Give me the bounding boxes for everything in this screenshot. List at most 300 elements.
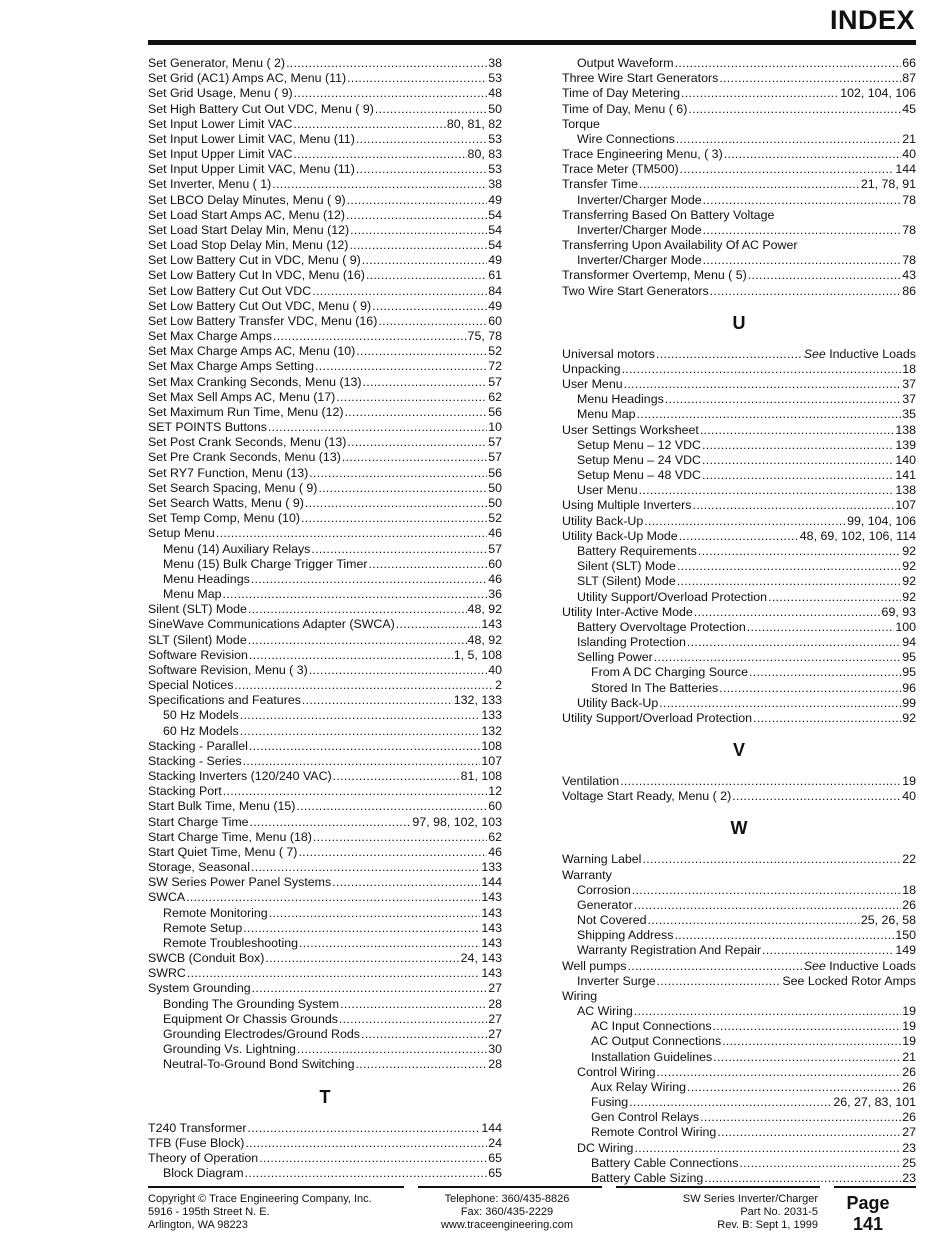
dot-leader [243,754,481,769]
index-entry [562,590,916,605]
index-entry [562,468,916,483]
entry-term: Set High Battery Cut Out VDC, Menu ( 9) [148,101,374,116]
see-reference: See [803,958,826,973]
entry-term: Universal motors [562,346,655,361]
index-entry [148,1166,502,1181]
entry-page-ref: 26 [902,897,916,912]
index-entry [562,147,916,162]
index-entry [562,665,916,680]
entry-term: Utility Support/Overload Protection [562,710,753,725]
entry-term: Setup Menu – 48 VDC [577,468,701,483]
entry-term: Islanding Protection [577,635,686,650]
dot-leader [356,162,487,177]
entry-term: Fusing [591,1095,629,1110]
entry-term: Set Low Battery Cut Out VDC, Menu ( 9) [148,298,372,313]
entry-term: Silent (SLT) Mode [148,602,247,617]
dot-leader [250,815,412,830]
entry-term: Set RY7 Function, Menu (13) [148,465,309,480]
dot-leader [396,617,481,632]
entry-term: Utility Inter-Active Mode [562,604,693,619]
entry-term: Utility Support/Overload Protection [577,589,768,604]
dot-leader [318,481,487,496]
entry-term: Neutral-To-Ground Bond Switching [163,1057,355,1072]
entry-page-ref: 19 [902,1004,916,1019]
entry-page-ref: 49 [488,192,502,207]
index-entry [562,883,916,898]
entry-term: Control Wiring [577,1064,656,1079]
index-entry [562,423,916,438]
entry-page-ref: 133 [481,708,502,723]
dot-leader [272,177,487,192]
entry-term: Menu Map [163,587,222,602]
entry-page-ref: 132 [481,723,502,738]
dot-leader [634,1004,901,1019]
entry-page-ref: 49 [488,298,502,313]
dot-leader [722,1034,901,1049]
entry-page-ref: 45 [902,101,916,116]
entry-page-ref: 27 [488,1027,502,1041]
dot-leader [634,1141,901,1156]
index-entry [148,769,502,784]
entry-term: Battery Cable Connections [591,1155,739,1170]
dot-leader [703,193,902,208]
dot-leader [369,557,488,572]
entry-page-ref: 144 [481,875,502,890]
entry-page-ref: 78 [902,253,916,268]
dot-leader [349,238,487,253]
dot-leader [346,208,487,223]
entry-term: Set Inverter, Menu ( 1) [148,177,272,192]
index-entry [148,314,502,329]
entry-term: Transfer Time [562,177,638,192]
index-entry [562,162,916,177]
entry-term: Set Search Spacing, Menu ( 9) [148,480,318,495]
entry-term: Wiring [562,988,598,1003]
dot-leader [286,56,487,71]
entry-term: Inverter/Charger Mode [577,253,702,268]
dot-leader [681,86,839,101]
entry-page-ref: 37 [902,377,916,392]
dot-leader [311,542,487,557]
index-entry [148,966,502,981]
index-entry [562,483,916,498]
index-entry [562,974,916,989]
entry-term: Using Multiple Inverters [562,498,692,513]
index-entry [562,377,916,392]
dot-leader [332,875,480,890]
entry-page-ref: 22 [902,852,916,867]
dot-leader [298,845,487,860]
page-label: Page [846,1193,890,1213]
entry-page-ref: Inductive Loads [829,346,916,361]
entry-term: Menu (14) Auxiliary Relays [163,541,311,556]
entry-page-ref: 18 [902,361,916,376]
entry-term: Stacking - Series [148,753,242,768]
entry-term: Silent (SLT) Mode [577,559,676,574]
section-letter: U [732,312,746,333]
dot-leader [305,496,487,511]
entry-page-ref: 92 [902,543,916,558]
entry-term: Set Max Sell Amps AC, Menu (17) [148,389,336,404]
entry-term: Set LBCO Delay Minutes, Menu ( 9) [148,192,346,207]
dot-leader [719,71,901,86]
index-entry [562,1034,916,1049]
entry-page-ref: 2 [495,678,502,693]
dot-leader [762,943,894,958]
footer-rule [148,1186,916,1188]
entry-page-ref: 99, 104, 106 [847,513,916,528]
dot-leader [309,466,487,481]
entry-page-ref: 143 [481,890,502,905]
index-entry [148,147,502,162]
index-entry [562,711,916,726]
dot-leader [679,529,799,544]
index-entry [148,299,502,314]
dot-leader [312,284,487,299]
index-entry [562,1125,916,1140]
entry-page-ref: 143 [481,920,502,935]
entry-page-ref: 27 [488,981,502,996]
index-entry [562,392,916,407]
entry-term: Set Max Charge Amps Setting [148,359,314,374]
dot-leader [719,681,901,696]
entry-term: User Settings Worksheet [562,422,699,437]
entry-page-ref: 62 [488,389,502,404]
entry-page-ref: 48, 92 [467,632,502,647]
dot-leader [700,1110,901,1125]
entry-page-ref: 78 [902,222,916,237]
entry-term: Not Covered [577,913,647,928]
entry-page-ref: 36 [488,587,502,602]
entry-page-ref: 66 [902,56,916,70]
entry-page-ref: 56 [488,404,502,419]
entry-page-ref: 50 [488,480,502,495]
index-entry [562,102,916,117]
entry-page-ref: 80, 83 [467,147,502,162]
dot-leader [698,544,901,559]
entry-term: Set Low Battery Transfer VDC, Menu (16) [148,313,378,328]
dot-leader [296,799,487,814]
entry-page-ref: 99 [902,695,916,710]
dot-leader [657,1065,902,1080]
entry-page-ref: 26 [902,1110,916,1125]
index-entry [562,943,916,958]
dot-leader [717,1125,901,1140]
entry-page-ref: 81, 108 [460,769,502,784]
entry-page-ref: 92 [902,710,916,725]
entry-page-ref: 53 [488,131,502,146]
index-entry [148,890,502,905]
index-entry [148,860,502,875]
index-entry [148,177,502,192]
entry-term: 60 Hz Models [163,723,239,738]
footer-product-name: SW Series Inverter/Charger [682,1193,818,1205]
entry-page-ref: 143 [481,617,502,632]
index-entry [562,1141,916,1156]
entry-page-ref: 80, 81, 82 [446,116,502,131]
dot-leader [187,966,480,981]
entry-term: User Menu [562,377,623,392]
index-entry [562,177,916,192]
entry-page-ref: 141 [895,468,916,483]
entry-page-ref: 62 [488,829,502,844]
index-entry [148,587,502,602]
dot-leader [665,392,901,407]
entry-term: Set Search Watts, Menu ( 9) [148,495,304,510]
entry-page-ref: 18 [902,882,916,897]
entry-term: Trace Engineering Menu, ( 3) [562,147,723,162]
dot-leader [632,883,901,898]
entry-term: SW Series Power Panel Systems [148,875,332,890]
entry-page-ref: 61 [488,268,502,283]
entry-term: Setup Menu – 24 VDC [577,452,701,467]
dot-leader [622,362,902,377]
dot-leader [299,936,480,951]
index-entry [148,708,502,723]
index-entry [562,559,916,574]
entry-term: TFB (Fuse Block) [148,1135,245,1150]
entry-page-ref: 132, 133 [453,693,502,708]
dot-leader [704,1171,901,1186]
see-reference: See [803,346,826,361]
index-entry [562,56,916,71]
entry-page-ref: 102, 104, 106 [840,86,916,101]
index-entry [148,162,502,177]
dot-leader [347,435,487,450]
entry-term: SWCB (Conduit Box) [148,951,265,966]
dot-leader [247,1121,480,1136]
entry-page-ref: 50 [488,101,502,116]
entry-term: Trace Meter (TM500) [562,162,679,177]
footer-revision: Rev. B: Sept 1, 1999 [717,1218,818,1231]
entry-term: Output Waveform [577,56,674,70]
dot-leader [223,784,488,799]
index-entry [562,453,916,468]
index-entry [148,268,502,283]
index-entry [148,481,502,496]
entry-page-ref: 57 [488,374,502,389]
entry-page-ref: 30 [488,1042,502,1057]
entry-term: Gen Control Relays [591,1110,700,1125]
entry-term: Start Charge Time [148,814,249,829]
entry-term: Battery Requirements [577,543,697,558]
entry-term: Setup Menu – 12 VDC [577,437,701,452]
index-entry [148,1151,502,1166]
index-entry [562,347,916,362]
entry-term: SLT (Silent) Mode [577,574,676,589]
index-entry [562,1004,916,1019]
entry-page-ref: 86 [902,283,916,298]
entry-page-ref: 140 [895,452,916,467]
entry-term: Menu Headings [577,392,664,407]
entry-page-ref: 57 [488,541,502,556]
footer-telephone: Telephone: 360/435-8826 [444,1193,570,1205]
entry-page-ref: 52 [488,511,502,526]
dot-leader [748,268,901,283]
entry-page-ref: 19 [902,774,916,789]
dot-leader [642,852,901,867]
index-entry [148,602,502,617]
entry-term: Transferring Based On Battery Voltage [562,207,775,222]
entry-term: Set Pre Crank Seconds, Menu (13) [148,450,341,465]
entry-term: Warranty Registration And Repair [577,943,762,958]
index-entry [148,86,502,101]
index-entry [562,86,916,101]
entry-term: Aux Relay Wiring [591,1079,687,1094]
dot-leader [363,375,488,390]
dot-leader [347,193,488,208]
entry-term: Menu Headings [163,571,250,586]
dot-leader [629,1095,832,1110]
entry-term: Set Load Start Delay Min, Menu (12) [148,222,350,237]
entry-term: Torque [562,116,600,131]
entry-term: Utility Back-Up [577,695,659,710]
index-entry [148,208,502,223]
entry-term: Software Revision [148,647,248,662]
index-entry [148,375,502,390]
index-entry [562,620,916,635]
entry-term: Wire Connections [577,131,675,146]
entry-page-ref: 38 [488,56,502,70]
footer-part-number: Part No. 2031-5 [740,1205,818,1218]
dot-leader [687,1080,901,1095]
section-letter: W [730,818,748,839]
index-entry [148,238,502,253]
page-number: 141 [852,1214,884,1234]
entry-term: Start Quiet Time, Menu ( 7) [148,844,298,859]
dot-leader [628,959,803,974]
entry-page-ref: 150 [895,928,916,943]
index-entry [148,663,502,678]
entry-page-ref: 26 [902,1064,916,1079]
dot-leader [249,739,480,754]
dot-leader [747,620,895,635]
entry-term: T240 Transformer [148,1120,247,1135]
entry-page-ref: 40 [902,147,916,162]
entry-term: Transformer Overtemp, Menu ( 5) [562,268,747,283]
entry-page-ref: 50 [488,495,502,510]
entry-term: Remote Monitoring [163,905,268,920]
dot-leader [356,132,487,147]
entry-page-ref: 65 [488,1166,502,1181]
dot-leader [749,665,901,680]
dot-leader [293,147,466,162]
dot-leader [702,438,894,453]
index-entry [562,913,916,928]
index-entry [148,223,502,238]
dot-leader [620,774,901,789]
dot-leader [659,696,901,711]
entry-term: Storage, Seasonal [148,860,250,875]
index-entry [148,633,502,648]
index-entry [562,407,916,422]
entry-term: Three Wire Start Generators [562,71,719,86]
index-entry [562,193,916,208]
entry-page-ref: 143 [481,935,502,950]
entry-page-ref: 107 [481,753,502,768]
entry-term: Set Input Lower Limit VAC, Menu (11) [148,131,355,146]
dot-leader [350,223,487,238]
index-entry [148,617,502,632]
entry-term: Battery Cable Sizing [591,1171,704,1185]
entry-term: Set Low Battery Cut In VDC, Menu (16) [148,268,365,283]
entry-page-ref: 27 [902,1125,916,1140]
entry-page-ref: 65 [488,1150,502,1165]
entry-page-ref: 100 [895,619,916,634]
dot-leader [240,724,481,739]
entry-term: Ventilation [562,774,620,789]
index-entry [148,329,502,344]
entry-term: Remote Setup [163,920,243,935]
dot-leader [269,906,481,921]
dot-leader [753,711,901,726]
entry-page-ref: 78 [902,192,916,207]
index-entry [148,921,502,936]
dot-leader [251,572,487,587]
dot-leader [677,559,901,574]
index-entry [562,574,916,589]
entry-page-ref: 92 [902,574,916,589]
index-entry [148,405,502,420]
entry-page-ref: 138 [895,483,916,498]
dot-leader [634,898,901,913]
dot-leader [302,693,453,708]
entry-page-ref: 144 [895,162,916,177]
entry-page-ref: 28 [488,996,502,1011]
entry-page-ref: 19 [902,1019,916,1034]
dot-leader [309,663,487,678]
entry-page-ref: 92 [902,589,916,604]
index-entry [148,1027,502,1042]
entry-term: Start Charge Time, Menu (18) [148,829,312,844]
index-entry [148,284,502,299]
index-right-column [562,56,916,1186]
index-entry [148,420,502,435]
index-entry [562,868,916,883]
entry-page-ref: 60 [488,799,502,814]
index-entry [148,1121,502,1136]
entry-page-ref: 37 [902,392,916,407]
index-entry [148,344,502,359]
entry-term: Stacking Inverters (120/240 VAC) [148,769,332,784]
dot-leader [347,71,487,86]
index-entry [562,989,916,1004]
entry-page-ref: 21, 78, 91 [860,177,916,192]
dot-leader [362,253,487,268]
entry-page-ref: 56 [488,465,502,480]
dot-leader [676,132,901,147]
entry-term: Remote Troubleshooting [163,935,299,950]
entry-term: SineWave Communications Adapter (SWCA) [148,617,395,632]
footer-contact [420,1193,594,1231]
entry-term: Utility Back-Up [562,513,644,528]
entry-term: Set Load Stop Delay Min, Menu (12) [148,238,349,253]
entry-term: Special Notices [148,678,234,693]
entry-term: Stacking - Parallel [148,738,248,753]
entry-page-ref: 46 [488,571,502,586]
index-entry [148,754,502,769]
entry-page-ref: 26 [902,1079,916,1094]
dot-leader [732,789,901,804]
entry-page-ref: 23 [902,1140,916,1155]
dot-leader [234,678,494,693]
entry-term: SLT (Silent) Mode [148,632,247,647]
entry-term: User Menu [577,483,638,498]
entry-page-ref: 25, 26, 58 [860,913,916,928]
index-entry [148,799,502,814]
dot-leader [657,974,782,989]
entry-page-ref: 21 [902,1049,916,1064]
